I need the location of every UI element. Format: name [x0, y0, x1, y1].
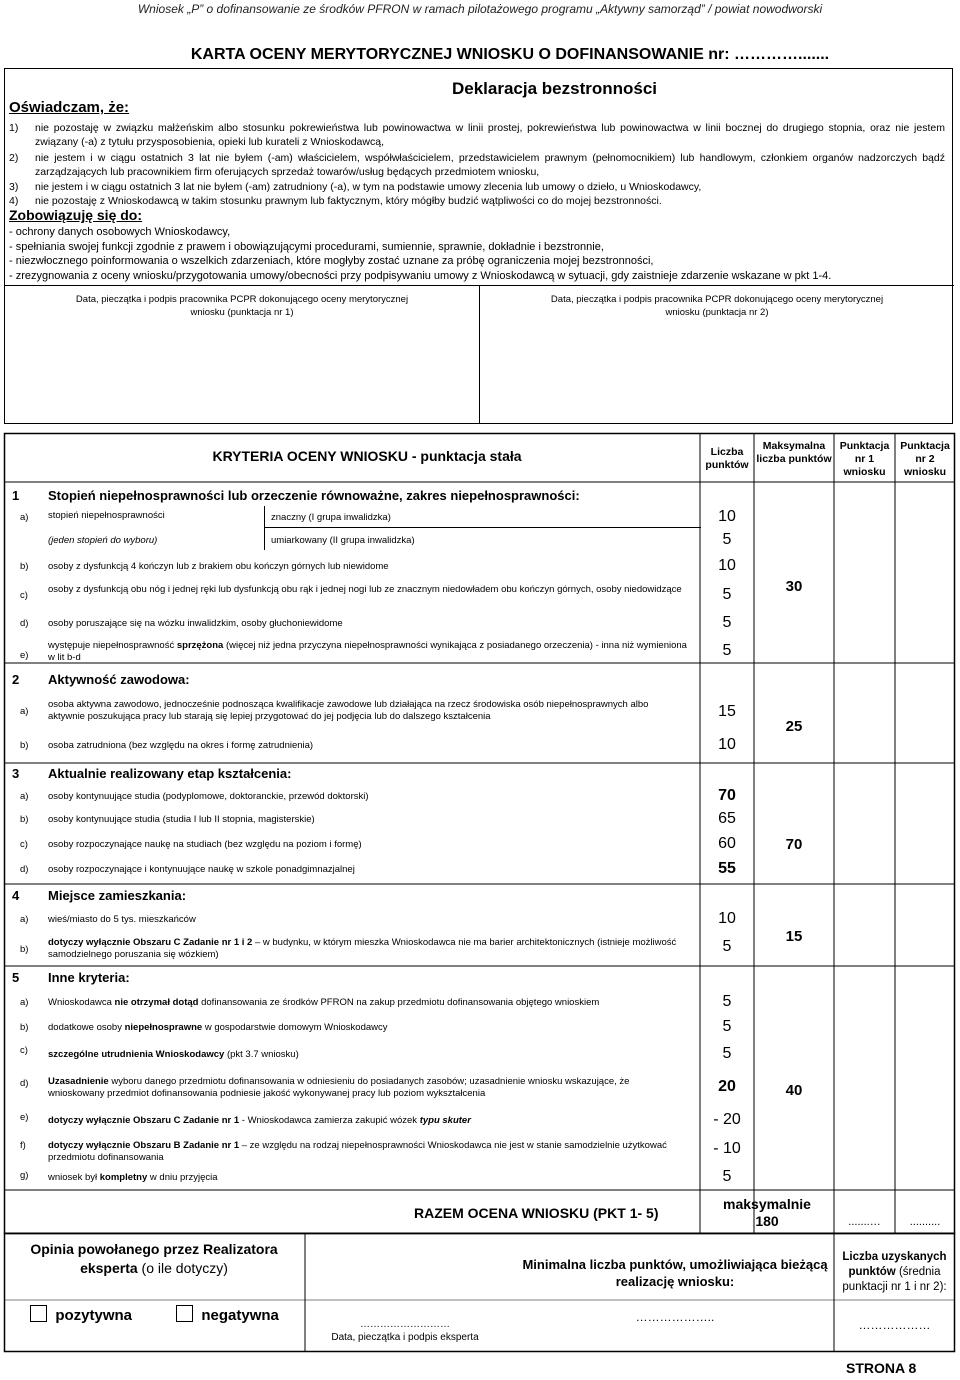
item-text: znaczny (I grupa inwalidzka) [271, 512, 391, 523]
section-max: 70 [785, 836, 803, 853]
item-label: a) [20, 512, 29, 523]
item-label: f) [20, 1140, 26, 1151]
section-title: Miejsce zamieszkania: [48, 888, 187, 903]
page-number: STRONA 8 [846, 1360, 917, 1376]
item-label: a) [20, 706, 29, 717]
obligation-item: - niezwłocznego poinformowania o wszelkich zdarzeniach, które mogłyby zostać uznane za próbę ograniczenia mojej bezstronności, [9, 255, 654, 267]
checkbox-icon[interactable] [176, 1305, 193, 1322]
item-points: 10 [718, 557, 736, 574]
item-text: szczególne utrudnienia Wnioskodawcy (pkt 3.7 wniosku) [48, 1049, 299, 1060]
minimum-points-value: ……………….. [635, 1310, 715, 1324]
item-points: 15 [718, 703, 736, 720]
section-max: 30 [785, 578, 803, 595]
declaration-heading: Deklaracja bezstronności [451, 79, 658, 98]
col-header-max: Maksymalna liczba punktów [756, 440, 832, 465]
obligation-item: - ochrony danych osobowych Wnioskodawcy, [9, 226, 231, 238]
item-points: 5 [722, 1168, 732, 1185]
item-points: 5 [722, 1018, 732, 1035]
section-max: 40 [785, 1082, 803, 1099]
declaration-point: 2) nie jestem i w ciągu ostatnich 3 lat nie byłem (-am) właścicielem, współwłaścicielem, przedstawicielem prawnym (pełnomocnikiem) lub handlowym, członkiem organów nadzorczych bądź zarządzających lub pracownikiem firm oferujących sprzedaż towarów/usług będących przedmiotem wniosku, [9, 152, 945, 178]
item-points: 5 [722, 531, 732, 548]
page-title: KARTA OCENY MERYTORYCZNEJ WNIOSKU O DOFINANSOWANIE nr: …………....... [190, 46, 830, 63]
obligation-item: - zrezygnowania z oceny wniosku/przygotowania umowy/obecności przy podpisywaniu umowy z Wnioskodawcą w sytuacji, gdy zaistnieje zdarzenie wskazane w pkt 1-4. [9, 269, 832, 282]
item-label: a) [20, 914, 29, 925]
item-points: - 20 [713, 1111, 741, 1128]
item-label: e) [20, 1112, 29, 1123]
item-points: 55 [718, 860, 736, 877]
minimum-points-label: Minimalna liczba punktów, umożliwiająca bieżącą realizację wniosku: [522, 1257, 828, 1289]
declaration-point: 4) nie pozostaję z Wnioskodawcą w takim stosunku prawnym lub faktycznym, który mógłby budzić wątpliwości co do mojej bezstronności. [9, 195, 662, 207]
section-title: Aktualnie realizowany etap kształcenia: [48, 766, 292, 781]
item-text: osoby poruszające się na wózku inwalidzkim, osoby głuchoniewidome [48, 618, 343, 629]
item-points: 5 [722, 993, 732, 1010]
section-number: 5 [12, 970, 20, 985]
opinion-positive-option[interactable]: pozytywna [30, 1305, 132, 1324]
section-number: 2 [12, 672, 20, 687]
item-label: b) [20, 814, 29, 825]
item-points: 20 [718, 1078, 736, 1095]
item-label: a) [20, 997, 29, 1008]
item-points: 60 [718, 835, 736, 852]
item-label: e) [20, 650, 29, 661]
section-title: Stopień niepełnosprawności lub orzeczenie równoważne, zakres niepełnosprawności: [48, 488, 580, 503]
section-number: 3 [12, 766, 20, 781]
item-label: d) [20, 618, 29, 629]
opinion-negative-option[interactable]: negatywna [176, 1305, 279, 1324]
obtained-points-value: ……………… [858, 1318, 931, 1332]
item-text: dotyczy wyłącznie Obszaru C Zadanie nr 1 i 2 – w budynku, w którym mieszka Wnioskodawca nie ma barier architektonicznych (istnieje możliwość samodzielnego poruszania się wózkiem) [48, 937, 677, 960]
item-note: (jeden stopień do wyboru) [48, 535, 158, 546]
section-max: 25 [785, 718, 803, 735]
declaration-point: 1) nie pozostaję w związku małżeńskim albo stosunku pokrewieństwa lub powinowactwa w linii prostej, pokrewieństwa lub powinowactwa w linii bocznej do drugiego stopnia, oraz nie jestem związany (-a) z tytułu przysposobienia, opieki lub kurateli z Wnioskodawcą, [9, 122, 945, 148]
obligation-item: - spełniania swojej funkcji zgodnie z prawem i obowiązującymi procedurami, sumiennie, sprawnie, dokładnie i bezstronnie, [9, 240, 604, 253]
page-header: Wniosek „P” o dofinansowanie ze środków PFRON w ramach pilotażowego programu „Aktywny samorząd” / powiat nowodworski [137, 2, 823, 16]
item-label: d) [20, 1078, 29, 1089]
table-heading: KRYTERIA OCENY WNIOSKU - punktacja stała [212, 448, 522, 464]
total-label: RAZEM OCENA WNIOSKU (PKT 1- 5) [414, 1205, 659, 1221]
item-label: a) [20, 791, 29, 802]
declaration-point: 3) nie jestem i w ciągu ostatnich 3 lat nie byłem (-am) zatrudniony (-a), w tym na podstawie umowy zlecenia lub umowy o dzieło, u Wnioskodawcy, [9, 181, 702, 193]
item-points: 65 [718, 810, 736, 827]
section-title: Aktywność zawodowa: [48, 672, 190, 687]
total-max: maksymalnie 180 [723, 1196, 811, 1229]
item-points: - 10 [713, 1140, 741, 1157]
item-points: 5 [722, 614, 732, 631]
section-number: 4 [12, 888, 20, 903]
checkbox-icon[interactable] [30, 1305, 47, 1322]
item-points: 5 [722, 938, 732, 955]
item-text: osoby rozpoczynające naukę na studiach (bez względu na poziom i formę) [48, 839, 362, 850]
item-points: 5 [722, 642, 732, 659]
item-label: g) [20, 1170, 29, 1181]
expert-opinion: Opinia powołanego przez Realizatora eksperta (o ile dotyczy) [30, 1241, 278, 1276]
item-text: wieś/miasto do 5 tys. mieszkańców [48, 914, 196, 925]
signature-field-2: Data, pieczątka i podpis pracownika PCPR dokonującego oceny merytorycznej wniosku (punktacja nr 2) [550, 294, 884, 318]
col-header-score-2: Punktacja nr 2 wniosku [900, 440, 950, 478]
section-number: 1 [12, 488, 20, 503]
obtained-points-label: Liczba uzyskanych punktów (średnia punktacji nr 1 i nr 2): [842, 1251, 947, 1293]
item-label: c) [20, 1045, 28, 1056]
declaration-intro: Oświadczam, że: [9, 99, 130, 116]
item-points: 70 [718, 787, 736, 804]
item-points: 5 [722, 1045, 732, 1062]
item-text: osoby kontynuujące studia (podyplomowe, doktoranckie, przewód doktorski) [48, 791, 369, 802]
item-text: występuje niepełnosprawność sprzężona (więcej niż jedna przyczyna niepełnosprawności wynikająca z posiadanego orzeczenia) - inna niż wymieniona w lit b-d [48, 640, 687, 663]
total-score-2: .......... [909, 1216, 941, 1228]
item-text: wniosek był kompletny w dniu przyjęcia [48, 1172, 218, 1183]
item-points: 10 [718, 508, 736, 525]
section-max: 15 [785, 928, 803, 945]
item-text: Wnioskodawca nie otrzymał dotąd dofinansowania ze środków PFRON na zakup przedmiotu dofinansowania objętego wnioskiem [48, 997, 600, 1008]
section-title: Inne kryteria: [48, 970, 130, 985]
item-text: dotyczy wyłącznie Obszaru C Zadanie nr 1 - Wnioskodawca zamierza zakupić wózek typu skuter [48, 1115, 471, 1126]
col-header-score-1: Punktacja nr 1 wniosku [839, 440, 890, 478]
item-label: c) [20, 590, 28, 601]
expert-signature: ……………………… Data, pieczątka i podpis eksperta [331, 1319, 479, 1343]
item-label: b) [20, 944, 29, 955]
item-text: stopień niepełnosprawności [48, 510, 165, 521]
divider [265, 527, 701, 528]
item-label: d) [20, 864, 29, 875]
item-text: osoby z dysfunkcją obu nóg i jednej ręki lub dysfunkcją obu rąk i jednej nogi lub ze znacznym niedowładem obu kończyn górnych, osoby niedowidzące [48, 584, 682, 595]
item-text: osoby rozpoczynające i kontynuujące naukę w szkole ponadgimnazjalnej [48, 864, 355, 875]
item-text: umiarkowany (II grupa inwalidzka) [271, 535, 415, 546]
signature-field-1: Data, pieczątka i podpis pracownika PCPR dokonującego oceny merytorycznej wniosku (punktacja nr 1) [75, 294, 409, 318]
item-text: osoba aktywna zawodowo, jednocześnie podnosząca kwalifikacje zawodowe lub działająca na rzecz środowiska osób niepełnosprawnych albo aktywnie poszukująca pracy lub starają się lepiej przygotować do jej podjęcia lub do dalszego kształcenia [48, 699, 649, 722]
item-points: 5 [722, 586, 732, 603]
item-text: osoby z dysfunkcją 4 kończyn lub z brakiem obu kończyn górnych lub niewidome [48, 561, 389, 572]
col-header-points: Liczba punktów [705, 446, 749, 471]
obligations-heading: Zobowiązuję się do: [9, 207, 143, 223]
item-points: 10 [718, 910, 736, 927]
item-text: osoba zatrudniona (bez względu na okres i formę zatrudnienia) [48, 740, 314, 751]
item-text: Uzasadnienie wyboru danego przedmiotu dofinansowania w odniesieniu do posiadanych zasobów; uzasadnienie wniosku wskazujące, że wnioskowany przedmiot dofinansowania podniesie jakość wykonywanej pracy lub poziom wykształcenia [48, 1076, 630, 1099]
sub-options [264, 506, 701, 550]
item-label: b) [20, 740, 29, 751]
item-label: b) [20, 561, 29, 572]
item-text: osoby kontynuujące studia (studia I lub II stopnia, magisterskie) [48, 814, 315, 825]
item-text: dotyczy wyłącznie Obszaru B Zadanie nr 1 – ze względu na rodzaj niepełnosprawności Wnioskodawca nie jest w stanie samodzielnie użytkować przedmiotu dofinansowania [48, 1140, 667, 1163]
total-score-1: .......… [848, 1216, 881, 1228]
item-text: dodatkowe osoby niepełnosprawne w gospodarstwie domowym Wnioskodawcy [48, 1022, 388, 1033]
item-label: c) [20, 839, 28, 850]
item-label: b) [20, 1022, 29, 1033]
item-points: 10 [718, 736, 736, 753]
